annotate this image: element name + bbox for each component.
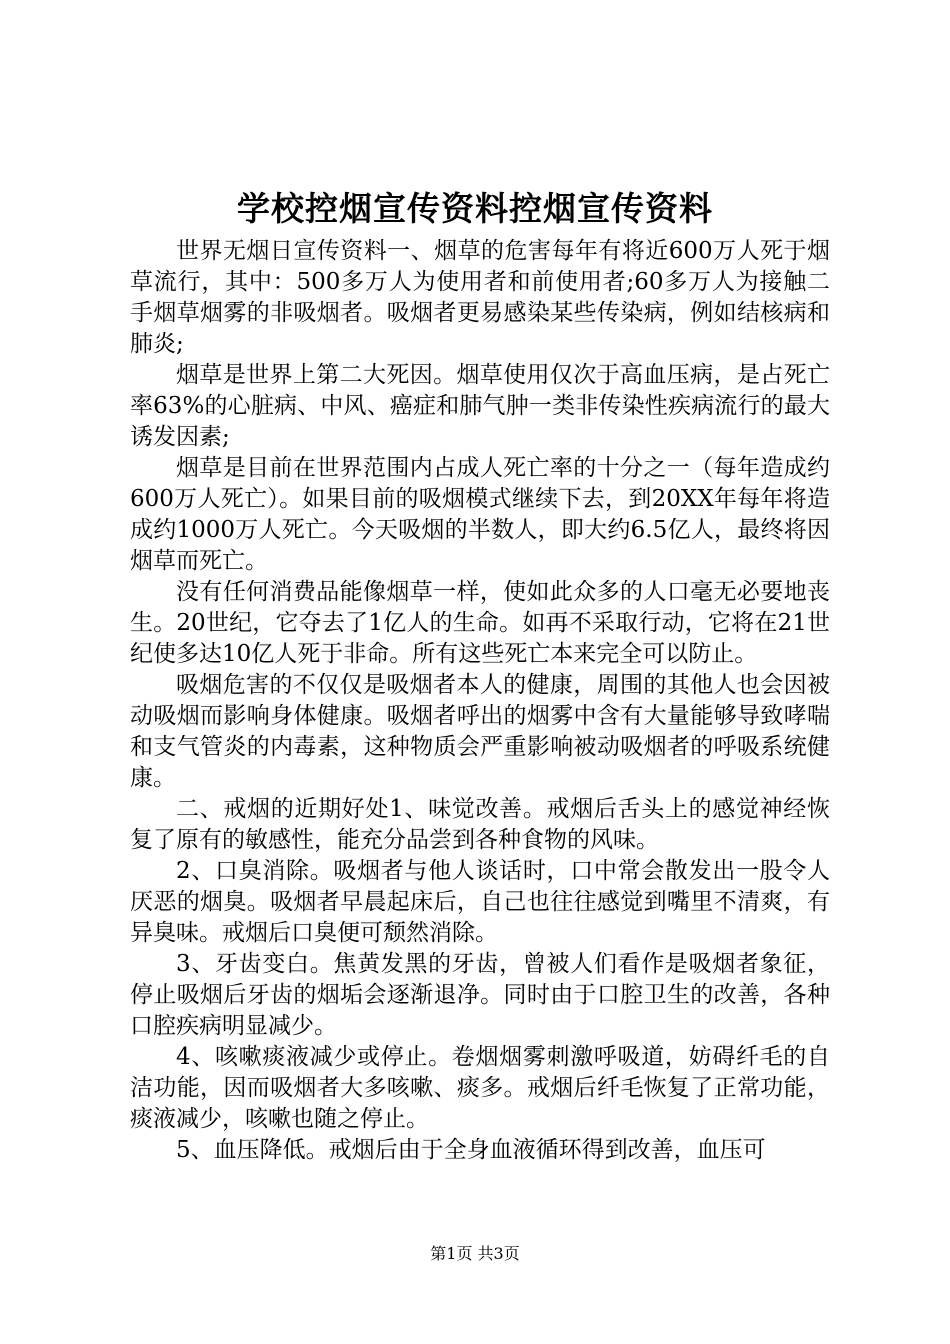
document-title: 学校控烟宣传资料控烟宣传资料 — [237, 189, 713, 228]
paragraph: 2、口臭消除。吸烟者与他人谈话时，口中常会散发出一股令人厌恶的烟臭。吸烟者早晨起床后，自己也往往感觉到嘴里不清爽，有异臭味。戒烟后口臭便可颓然消除。 — [130, 858, 830, 946]
paragraph: 没有任何消费品能像烟草一样，使如此众多的人口毫无必要地丧生。20世纪，它夺去了1亿人的生命。如再不采取行动，它将在21世纪使多达10亿人死于非命。所有这些死亡本来完全可以防止。 — [130, 579, 830, 667]
paragraph: 5、血压降低。戒烟后由于全身血液循环得到改善，血压可 — [176, 1137, 766, 1163]
paragraph: 二、戒烟的近期好处1、味觉改善。戒烟后舌头上的感觉神经恢复了原有的敏感性，能充分品尝到各种食物的风味。 — [130, 796, 830, 853]
paragraph: 烟草是目前在世界范围内占成人死亡率的十分之一（每年造成约600万人死亡）。如果目前的吸烟模式继续下去，到20XX年每年将造成约1000万人死亡。今天吸烟的半数人，即大约6.5亿人，最终将因烟草而死亡。 — [130, 455, 830, 574]
page-number-footer: 第1页 共3页 — [430, 1244, 520, 1263]
paragraph: 4、咳嗽痰液减少或停止。卷烟烟雾刺激呼吸道，妨碍纤毛的自洁功能，因而吸烟者大多咳嗽、痰多。戒烟后纤毛恢复了正常功能，痰液减少，咳嗽也随之停止。 — [130, 1044, 830, 1132]
paragraph: 吸烟危害的不仅仅是吸烟者本人的健康，周围的其他人也会因被动吸烟而影响身体健康。吸烟者呼出的烟雾中含有大量能够导致哮喘和支气管炎的内毒素，这种物质会严重影响被动吸烟者的呼吸系统健康。 — [130, 672, 830, 791]
paragraph: 世界无烟日宣传资料一、烟草的危害每年有将近600万人死于烟草流行，其中：500多万人为使用者和前使用者;60多万人为接触二手烟草烟雾的非吸烟者。吸烟者更易感染某些传染病，例如结核病和肺炎; — [130, 238, 830, 357]
document-body — [130, 236, 830, 1166]
paragraph: 3、牙齿变白。焦黄发黑的牙齿，曾被人们看作是吸烟者象征，停止吸烟后牙齿的烟垢会逐渐退净。同时由于口腔卫生的改善，各种口腔疾病明显减少。 — [130, 951, 830, 1039]
paragraph: 烟草是世界上第二大死因。烟草使用仅次于高血压病，是占死亡率63%的心脏病、中风、癌症和肺气肿一类非传染性疾病流行的最大诱发因素; — [130, 362, 830, 450]
